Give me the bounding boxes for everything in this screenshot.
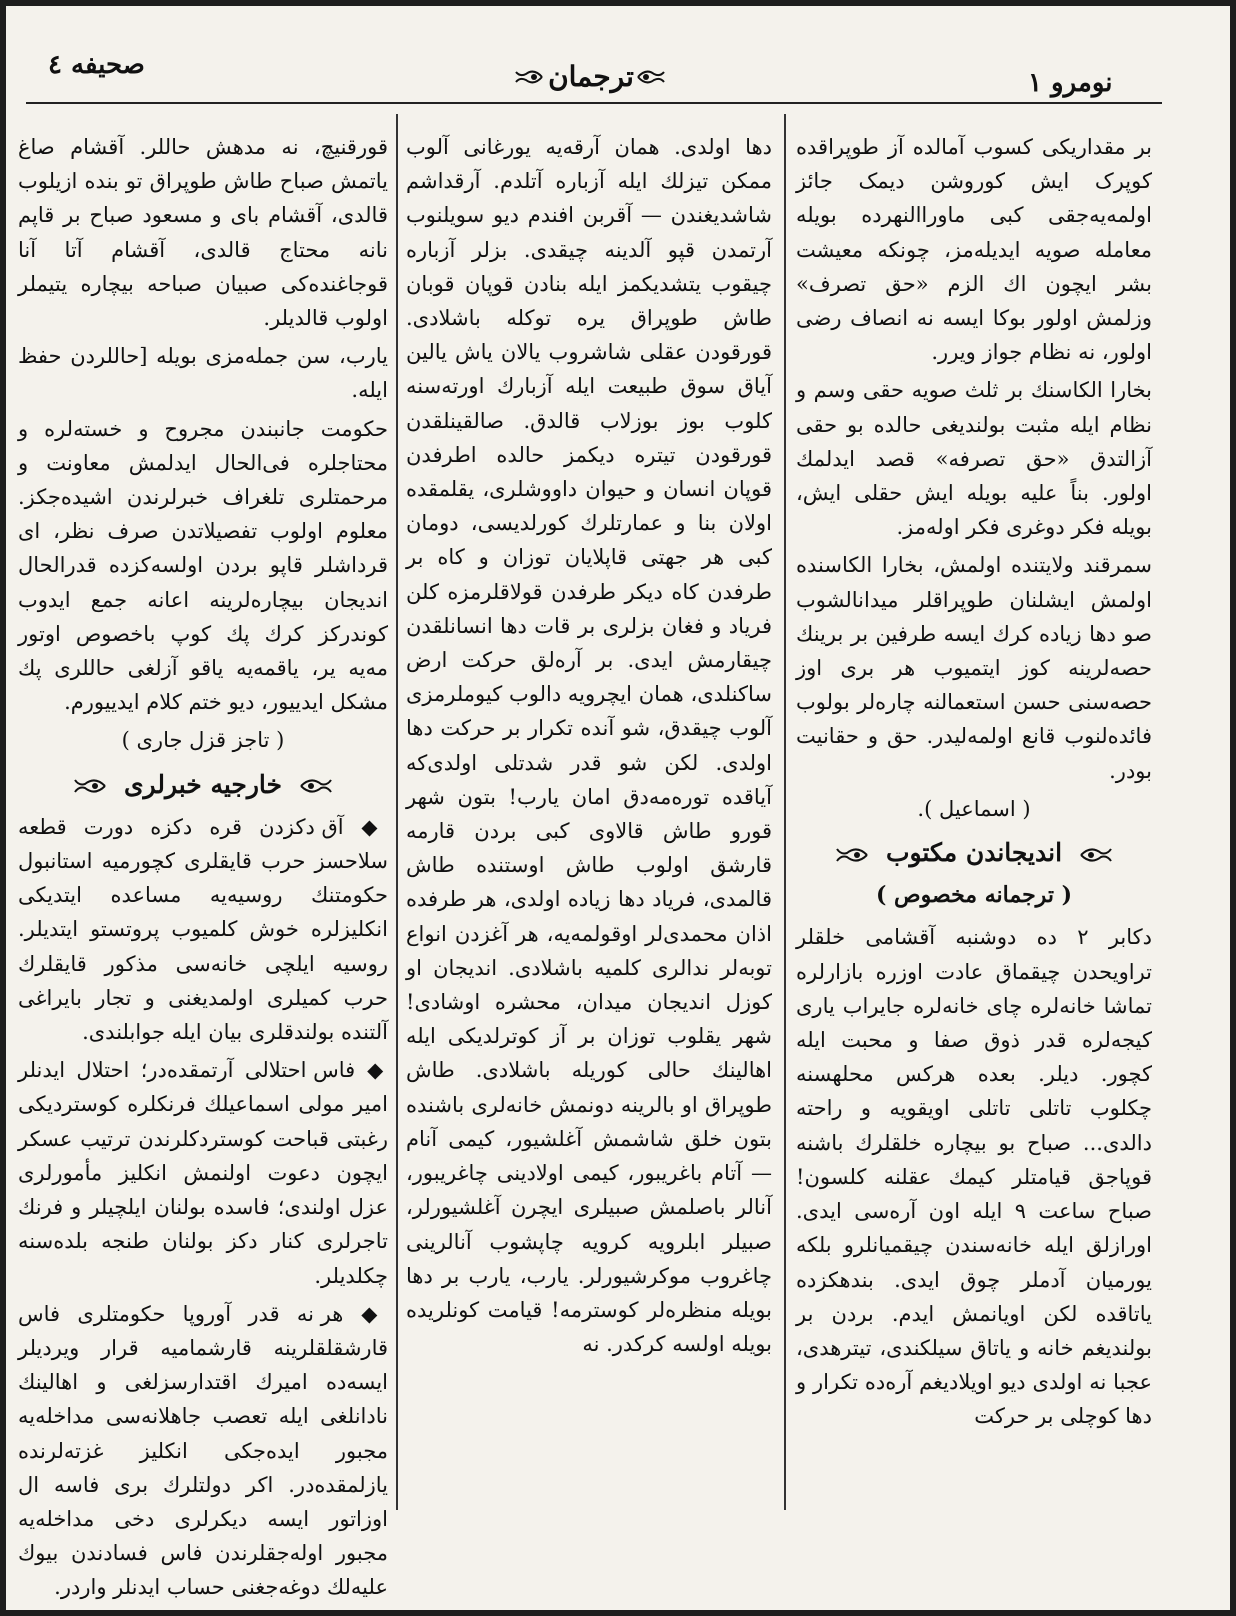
news-item (18, 810, 388, 1049)
masthead (6, 42, 1230, 102)
ornament-icon (73, 776, 107, 796)
section-title: اندیجاندن مکتوب (885, 838, 1063, 868)
news-item-text: هر نه قدر آوروپا حکومتلری فاس قارشقلقلرینه قارشمامیه قرار ویردیلر ایسه‌ده امیرك اقتدارسزلغی و اهالینك نادانلغی ایله تعصب جاهلانەسی مداخلەیه مجبور ایده‌جکی انکلیز غزتەلرنده یازلمقده‌در. اکر دولتلرك بری فاسه ال اوزاتور ایسه دیکرلری دخی مداخلەیه مجبور اولەجقلرندن فاس فسادندن بیوك علیه‌لك دوغەجغنی حساب ایدنلر واردر. (18, 1301, 388, 1600)
newspaper-title: ترجمان (548, 60, 634, 93)
section-heading (18, 768, 388, 802)
section-subtitle: ( ترجمانه مخصوص ) (875, 882, 1073, 909)
paragraph: حکومت جانبندن مجروح و خستەلره و محتاجلره فی‌الحال ایدلمش معاونت و مرحمتلری تلغراف خبرلرندن اشیده‌جکز. معلوم اولوب تفصیلاتدن صرف نظر، ای قرداشلر قاپو بردن اولسه‌کزده قدرالحال اندیجان بیچارەلرینه اعانه جمع ایدوب کوندرکز کرك پك کوپ باخصوص اوتور مەیه یر، یاقمەیه یاقو آزلغی حاللری پك مشکل ایدییور، دیو ختم کلام ایدییورم. (18, 416, 388, 715)
page-number: صحیفه ٤ (48, 50, 145, 80)
news-item-text: آق دکزدن قره دکزه دورت قطعه سلاحسز حرب قایقلری کچورمیه استانبول حکومتنك روسیه‌یه مساعده ایتدیکی انکلیزلره خوش کلمیوب پروتستو ایتدیلر. روسیه ایلچی خانەسی مذکور قایقلرك حرب کمیلری اولمدیغنی و تجار بایراغی آلتنده بولندقلری بیان ایله جوابلندی. (18, 814, 388, 1045)
paragraph: قورقنیچ، نه مدهش حاللر. آقشام صاغ یاتمش صباح طاش طوپراق تو بنده ازیلوب قالدی، آقشام بای و مسعود صباح بر قاپم نانه محتاج قالدی، آقشام آتا آنا قوجاغنده‌کی صبیان صباحه بیچاره یتیملر اولوب قالدیلر. (18, 135, 388, 331)
diamond-bullet-icon: ◆ (343, 813, 388, 839)
ornament-icon (835, 845, 869, 865)
news-item (18, 1053, 388, 1292)
paragraph: بخارا الکاسنك بر ثلث صویه حقی وسم و نظام ایله مثبت بولندیغی حالده بو حقی آزالتدق «حق تصرفه» قصد ایدلمك اولور. بناً علیه بویله ایش حقلی ایش، بویله فکر دوغری فکر اولەمز. (796, 378, 1152, 540)
section-title: خارجیه خبرلری (123, 769, 283, 799)
paragraph: سمرقند ولایتنده اولمش، بخارا الکاسنده اولمش ایشلنان طوپراقلر میدانالشوب صو دها زیاده کرك ایسه طرفین بر برینك حصەلرینه کوز ایتمیوب هر بری اوز حصەسنی حسن استعمالنه چارەلر بولوب فائدەلنوب قانع اولمەلیدر. حق و حقانیت بودر. (796, 553, 1152, 783)
diamond-bullet-icon: ◆ (355, 1057, 388, 1083)
column-right (796, 130, 1152, 1510)
paragraph: بر مقداریکی کسوب آمالده آز طوپراقده کوپرک ایش کوروشن دیمک جائز اولمەیەجقی کبی ماوراالنهرده بویله معامله صویه ایدیلەمز، چونکه معیشت بشر ایچون اك الزم «حق تصرف» وزلمش اولور بوکا ایسه نه انصاف رضی اولور، نه نظام جواز ویرر. (796, 135, 1152, 365)
paragraph: دکابر ٢ ده دوشنبه آقشامی خلقلر تراویحدن چیقماق عادت اوزره بازارلره تماشا خانەلره چای خانەلره جایراب یاری کیجەلره قدر ذوق صفا و محبت ایله کچور. دیلر. بعده هرکس محلهسنه چکلوب تاتلی تاتلی اویقویه و راحته دالدی... صباح بو بیچاره خلقلرك باشنه قوپاجق قیامتلر کیمك عقلنه کلسون! صباح ساعت ٩ ایله اون آرەسی ایدی. اورازلق ایله خانەسندن چیقمیانلرو بلکه یورمیان آدملر چوق ایدی. بندهکزده یاتاقده لکن اویانمش ایدم. بردن بر بولندیغم خانه و یاتاق سیلکندی، تیترهدی، عجبا نه اولدی دیو اویلادیغم آرەده تکرار و دها کوچلی بر حرکت (796, 925, 1153, 1429)
news-item-text: فاس احتلالی آرتمقده‌در؛ احتلال ایدنلر امیر مولی اسماعیلك فرنکلره کوستردیکی رغبتی قباحت کوستردکلرندن ترتیب عسکر ایچون دعوت اولنمش انکلیز مأمورلری عزل اولندی؛ فاسده بولنان ایلچیلر و فرنك تاجرلری کنار دکز بولنان طنجه بلدەسنه چکلدیلر. (18, 1058, 388, 1288)
column-divider (396, 114, 398, 1510)
author-signature: ( تاجز قزل جاری ) (121, 728, 285, 753)
ornament-icon (299, 776, 333, 796)
section-heading (796, 836, 1152, 870)
diamond-bullet-icon: ◆ (343, 1300, 388, 1326)
paragraph: یارب، سن جملەمزی بویله [حاللردن حفظ ایله. (18, 344, 388, 403)
column-middle (406, 130, 772, 1510)
newspaper-page (6, 6, 1230, 1610)
news-item (18, 1297, 388, 1605)
column-divider (784, 114, 786, 1510)
ornament-left-icon (514, 66, 544, 88)
header-rule (26, 102, 1162, 104)
paragraph: دها اولدی. همان آرقەیه یورغانی آلوب ممکن تیزلك ایله آزباره آتلدم. آرقداشم شاشدیغندن — آقربن افندم دیو سویلنوب آرتمدن قپو آلدینه چیقدی. بزلر آزباره چیقوب یتشدیکمز ایله بنادن قوپان قوبان طاش طوپراق یره توکلە باشلادی. قورقودن عقلی شاشروب یالان یاش یالین آیاق سوق طبیعت ایله آزبارك اورتەسنه کلوب بوز بوزلاب قالدق. صالقینلقدن قورقودن تیتره دیکمز حالده اطرفدن قوپان انسان و حیوان داووشلری، یقلمقده اولان بنا و عمارتلرك کورلدیسی، دومان کبی هر جهتی قاپلایان توزان و کاه بر طرفدن کاه دیکر طرفدن قولاقلرمزه کلن فریاد و فغان بزلری بر قات دها انسانلقدن چیقارمش ایدی. بر آرەلق حرکت ارض ساکنلدی، همان ایچرویه دالوب کیوملرمزی آلوب چیقدق، شو آنده تکرار بر حرکت دها اولدی. لکن شو قدر شدتلی اولدی‌که آیاقده تورەمەدق امان یارب! بتون شهر قورو طاش قالاوی کبی بردن قارمه قارشق اولوب طاش اوستنده طاش قالمدی، فریاد دها زیاده اولدی، هر طرفده اذان محمدی‌لر اوقولمەیه، هر آغزدن انواع توبەلر ندالری کلمیه باشلادی. اندیجان او کوزل اندیجان میدان، محشره اوشادی! شهر یقلوب توزان بر آز کوترلدیکی ایله اهالینك حالی کوریله باشلادی. طاش طوپراق او بالرینه دونمش خانەلری باشنده بتون خلق شاشمش آغلشیور، کیمی آنام — آتام باغریبور، کیمی اولادینی چاغریبور، آنالر باصلمش صبیلری ایچرن آغلشیورلر، صبیلر ابلرویه کرویه چاپشوب آنالرینی چاغروب موکرشیورلر. یارب، یارب بر دها بویله منظرەلر کوسترمه! قیامت کونلریده بویله اولسه کرکدر. نه (406, 135, 772, 1357)
column-left (18, 130, 388, 1600)
issue-number: نومرو ١ (1028, 68, 1113, 98)
ornament-icon (1079, 845, 1113, 865)
author-signature: ( اسماعیل ). (917, 796, 1031, 821)
